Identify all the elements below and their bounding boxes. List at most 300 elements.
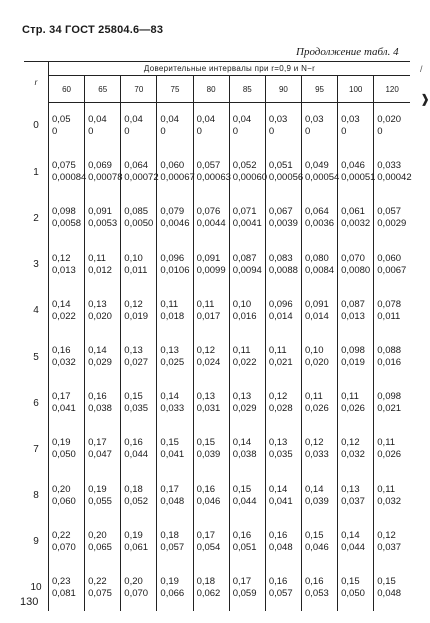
upper-bound: 0,12 (377, 529, 396, 541)
upper-bound: 0,03 (341, 114, 360, 126)
upper-bound: 0,11 (196, 298, 215, 310)
column-header: 75 (157, 76, 193, 103)
table-cell (157, 565, 193, 611)
table-cell (121, 519, 157, 565)
upper-bound: 0,19 (160, 575, 179, 587)
upper-bound: 0,10 (124, 252, 143, 264)
upper-bound: 0,11 (377, 483, 396, 495)
upper-bound: 0,16 (304, 575, 324, 587)
table-cell (338, 195, 374, 241)
upper-bound: 0,18 (160, 529, 179, 541)
lower-bound: 0,046 (196, 495, 221, 507)
table-cell (301, 380, 337, 426)
upper-bound: 0,071 (232, 206, 257, 218)
table-cell (265, 426, 301, 472)
upper-bound: 0,12 (341, 437, 360, 449)
lower-bound: 0 (268, 126, 275, 138)
table-cell (338, 149, 374, 195)
upper-bound: 0,051 (268, 160, 293, 172)
lower-bound: 0,039 (196, 449, 221, 461)
lower-bound: 0,057 (160, 541, 185, 553)
table-cell (265, 334, 301, 380)
table-cell (193, 519, 229, 565)
table-cell (85, 473, 121, 519)
upper-bound: 0,069 (88, 160, 112, 172)
upper-bound: 0,13 (232, 391, 252, 403)
lower-bound: 0,062 (196, 587, 221, 599)
lower-bound: 0 (304, 126, 311, 138)
table-cell (229, 288, 265, 334)
table-cell (229, 519, 265, 565)
lower-bound: 0,048 (377, 587, 402, 599)
lower-bound: 0,029 (88, 357, 112, 369)
table-row (24, 288, 410, 334)
upper-bound: 0,13 (341, 483, 360, 495)
column-header: 70 (121, 76, 157, 103)
upper-bound: 0,052 (232, 160, 257, 172)
upper-bound: 0,14 (268, 483, 288, 495)
upper-bound: 0,096 (160, 252, 185, 264)
table-cell (265, 519, 301, 565)
lower-bound: 0,044 (341, 541, 365, 553)
table-row (24, 565, 410, 611)
upper-bound: 0,15 (341, 575, 360, 587)
lower-bound: 0,022 (52, 310, 76, 322)
lower-bound: 0,031 (196, 403, 221, 415)
table-cell (229, 565, 265, 611)
lower-bound: 0,070 (52, 541, 76, 553)
table-cell (85, 103, 121, 150)
lower-bound: 0,013 (52, 264, 76, 276)
table-cell (338, 565, 374, 611)
lower-bound: 0,011 (377, 310, 401, 322)
lower-bound: 0,0050 (124, 218, 154, 230)
lower-bound: 0,0029 (377, 218, 407, 230)
lower-bound: 0,016 (232, 310, 257, 322)
upper-bound: 0,23 (52, 575, 71, 587)
lower-bound: 0,032 (341, 449, 365, 461)
upper-bound: 0,060 (160, 160, 185, 172)
lower-bound: 0,026 (377, 449, 402, 461)
table-cell (338, 103, 374, 150)
upper-bound: 0,12 (196, 345, 216, 357)
lower-bound: 0,033 (304, 449, 329, 461)
table-cell (374, 242, 410, 288)
table-cell (49, 103, 85, 150)
row-label: 6 (24, 380, 49, 426)
table-cell (193, 288, 229, 334)
lower-bound: 0,00060 (232, 172, 268, 184)
lower-bound: 0,041 (268, 495, 293, 507)
row-label: 2 (24, 195, 49, 241)
table-cell (301, 195, 337, 241)
upper-bound: 0,087 (341, 298, 365, 310)
lower-bound: 0,0094 (232, 264, 262, 276)
lower-bound: 0,051 (232, 541, 257, 553)
lower-bound: 0,032 (377, 495, 402, 507)
table-cell (338, 473, 374, 519)
table-cell (193, 565, 229, 611)
table-cell (265, 242, 301, 288)
table-cell (193, 242, 229, 288)
table-row (24, 103, 410, 150)
lower-bound: 0,0046 (160, 218, 190, 230)
lower-bound: 0,044 (124, 449, 149, 461)
upper-bound: 0,22 (88, 575, 107, 587)
table-cell (193, 426, 229, 472)
table-cell (85, 288, 121, 334)
upper-bound: 0,046 (341, 160, 365, 172)
lower-bound: 0 (88, 126, 94, 138)
table-row (24, 195, 410, 241)
upper-bound: 0,14 (160, 391, 179, 403)
table-cell (157, 426, 193, 472)
lower-bound: 0,021 (268, 357, 293, 369)
upper-bound: 0,03 (304, 114, 324, 126)
lower-bound: 0,00063 (196, 172, 231, 184)
table-cell (374, 473, 410, 519)
upper-bound: 0,04 (196, 114, 216, 126)
table-cell (229, 242, 265, 288)
table-cell (338, 288, 374, 334)
table-cell (265, 103, 301, 150)
upper-bound: 0,14 (52, 298, 71, 310)
table-cell (338, 519, 374, 565)
table-cell (374, 195, 410, 241)
upper-bound: 0,10 (304, 345, 324, 357)
table-cell (338, 242, 374, 288)
lower-bound: 0,00078 (88, 172, 123, 184)
table-cell (265, 288, 301, 334)
lower-bound: 0,0106 (160, 264, 190, 276)
table-cell (121, 195, 157, 241)
lower-bound: 0,027 (124, 357, 149, 369)
table-cell (121, 426, 157, 472)
upper-bound: 0,079 (160, 206, 185, 218)
lower-bound: 0,060 (52, 495, 76, 507)
lower-bound: 0,00054 (304, 172, 340, 184)
table-cell (229, 334, 265, 380)
lower-bound: 0,033 (160, 403, 185, 415)
upper-bound: 0,16 (52, 345, 71, 357)
table-row (24, 149, 410, 195)
lower-bound: 0,048 (268, 541, 293, 553)
table-cell (301, 242, 337, 288)
upper-bound: 0,15 (196, 437, 216, 449)
upper-bound: 0,15 (124, 391, 143, 403)
lower-bound: 0,019 (124, 310, 149, 322)
row-header-r: r (24, 62, 49, 103)
lower-bound: 0,00072 (124, 172, 159, 184)
scan-mark: ❱ (420, 92, 430, 106)
upper-bound: 0,17 (88, 437, 107, 449)
row-label: 8 (24, 473, 49, 519)
table-cell (265, 565, 301, 611)
lower-bound: 0,011 (124, 264, 148, 276)
upper-bound: 0,075 (52, 160, 76, 172)
lower-bound: 0,019 (341, 357, 365, 369)
lower-bound: 0,035 (124, 403, 149, 415)
upper-bound: 0,11 (160, 298, 179, 310)
table-cell (85, 380, 121, 426)
row-label: 4 (24, 288, 49, 334)
upper-bound: 0,11 (304, 391, 323, 403)
upper-bound: 0,083 (268, 252, 293, 264)
lower-bound: 0,014 (304, 310, 329, 322)
table-cell (157, 288, 193, 334)
table-cell (157, 242, 193, 288)
table-cell (85, 519, 121, 565)
table-cell (374, 519, 410, 565)
upper-bound: 0,033 (377, 160, 402, 172)
upper-bound: 0,020 (377, 114, 402, 126)
upper-bound: 0,091 (304, 298, 329, 310)
lower-bound: 0,00042 (377, 172, 412, 184)
table-cell (338, 380, 374, 426)
table-row (24, 380, 410, 426)
table-cell (121, 103, 157, 150)
lower-bound: 0,061 (124, 541, 149, 553)
table-row (24, 473, 410, 519)
upper-bound: 0,20 (52, 483, 71, 495)
upper-bound: 0,18 (124, 483, 143, 495)
lower-bound: 0,012 (88, 264, 112, 276)
lower-bound: 0,055 (88, 495, 112, 507)
row-label: 7 (24, 426, 49, 472)
lower-bound: 0,050 (341, 587, 365, 599)
table-cell (85, 565, 121, 611)
upper-bound: 0,05 (52, 114, 71, 126)
table-row (24, 426, 410, 472)
table-cell (49, 334, 85, 380)
upper-bound: 0,18 (196, 575, 216, 587)
table-body (24, 103, 410, 612)
table-cell (85, 426, 121, 472)
table-cell (121, 380, 157, 426)
lower-bound: 0 (160, 126, 166, 138)
upper-bound: 0,04 (232, 114, 252, 126)
upper-bound: 0,064 (304, 206, 329, 218)
table-cell (374, 149, 410, 195)
upper-bound: 0,14 (88, 345, 107, 357)
upper-bound: 0,12 (124, 298, 143, 310)
upper-bound: 0,098 (52, 206, 76, 218)
lower-bound: 0,0039 (268, 218, 298, 230)
upper-bound: 0,10 (232, 298, 252, 310)
table-cell (85, 195, 121, 241)
lower-bound: 0,048 (160, 495, 185, 507)
table-cell (157, 334, 193, 380)
column-header: 90 (265, 76, 301, 103)
lower-bound: 0,041 (52, 403, 76, 415)
scan-mark: / (420, 64, 423, 74)
lower-bound: 0,037 (377, 541, 402, 553)
lower-bound: 0,059 (232, 587, 257, 599)
table-continuation-caption: Продолжение табл. 4 (296, 46, 399, 58)
lower-bound: 0 (377, 126, 383, 138)
lower-bound: 0 (52, 126, 58, 138)
confidence-interval-table (24, 61, 410, 611)
column-header: 60 (49, 76, 85, 103)
lower-bound: 0,025 (160, 357, 185, 369)
table-cell (157, 195, 193, 241)
column-header: 80 (193, 76, 229, 103)
table-cell (229, 380, 265, 426)
lower-bound: 0,0084 (304, 264, 335, 276)
table-row (24, 334, 410, 380)
table-cell (265, 149, 304, 195)
table-cell (49, 426, 85, 472)
upper-bound: 0,16 (124, 437, 143, 449)
upper-bound: 0,080 (304, 252, 329, 264)
table-cell (193, 334, 229, 380)
table-cell (265, 195, 301, 241)
upper-bound: 0,070 (341, 252, 365, 264)
lower-bound: 0,041 (160, 449, 185, 461)
table-cell (374, 288, 410, 334)
row-label: 0 (24, 103, 49, 150)
upper-bound: 0,12 (52, 252, 71, 264)
table-cell (301, 334, 337, 380)
upper-bound: 0,13 (160, 345, 179, 357)
upper-bound: 0,12 (268, 391, 288, 403)
upper-bound: 0,17 (52, 391, 71, 403)
table-cell (49, 242, 85, 288)
upper-bound: 0,091 (88, 206, 112, 218)
upper-bound: 0,04 (88, 114, 107, 126)
upper-bound: 0,13 (124, 345, 143, 357)
lower-bound: 0,044 (232, 495, 257, 507)
lower-bound: 0,0041 (232, 218, 262, 230)
table-cell (193, 149, 229, 195)
lower-bound: 0,017 (196, 310, 221, 322)
table-cell (229, 426, 265, 472)
upper-bound: 0,11 (88, 252, 106, 264)
lower-bound: 0,00051 (341, 172, 376, 184)
upper-bound: 0,060 (377, 252, 402, 264)
table-cell (121, 334, 157, 380)
lower-bound: 0,00084 (52, 172, 87, 184)
lower-bound: 0,014 (268, 310, 293, 322)
upper-bound: 0,091 (196, 252, 221, 264)
upper-bound: 0,057 (377, 206, 402, 218)
table-cell (338, 426, 374, 472)
table-cell (49, 149, 85, 195)
lower-bound: 0,046 (304, 541, 329, 553)
lower-bound: 0,0053 (88, 218, 118, 230)
upper-bound: 0,098 (341, 345, 365, 357)
table-row (24, 242, 410, 288)
lower-bound: 0,016 (377, 357, 402, 369)
column-header-row (24, 76, 410, 103)
lower-bound: 0,081 (52, 587, 76, 599)
table-cell (229, 103, 265, 150)
table-cell (85, 242, 121, 288)
upper-bound: 0,15 (160, 437, 179, 449)
upper-bound: 0,15 (304, 529, 324, 541)
lower-bound: 0 (196, 126, 202, 138)
lower-bound: 0,052 (124, 495, 149, 507)
upper-bound: 0,067 (268, 206, 293, 218)
column-header: 100 (338, 76, 374, 103)
lower-bound: 0,022 (232, 357, 257, 369)
upper-bound: 0,11 (268, 345, 287, 357)
lower-bound: 0,038 (232, 449, 257, 461)
upper-bound: 0,11 (232, 345, 251, 357)
upper-bound: 0,17 (160, 483, 179, 495)
lower-bound: 0,026 (341, 403, 365, 415)
lower-bound: 0,075 (88, 587, 112, 599)
lower-bound: 0,053 (304, 587, 329, 599)
upper-bound: 0,15 (377, 575, 396, 587)
page-header: Стр. 34 ГОСТ 25804.6—83 (22, 24, 164, 36)
table-cell (338, 334, 374, 380)
row-label: 10 (24, 565, 49, 611)
column-header: 65 (85, 76, 121, 103)
lower-bound: 0,0080 (341, 264, 371, 276)
upper-bound: 0,076 (196, 206, 221, 218)
table-cell (49, 473, 85, 519)
lower-bound: 0,039 (304, 495, 329, 507)
table-cell (374, 426, 410, 472)
lower-bound: 0,047 (88, 449, 112, 461)
lower-bound: 0,00056 (268, 172, 304, 184)
lower-bound: 0,024 (196, 357, 221, 369)
lower-bound: 0,028 (268, 403, 293, 415)
upper-bound: 0,13 (88, 298, 107, 310)
lower-bound: 0,032 (52, 357, 76, 369)
table-cell (49, 288, 85, 334)
lower-bound: 0,020 (304, 357, 329, 369)
upper-bound: 0,14 (341, 529, 360, 541)
upper-bound: 0,19 (124, 529, 143, 541)
span-header: Доверительные интервалы при r=0,9 и N−r (49, 62, 411, 76)
table-cell (301, 426, 337, 472)
upper-bound: 0,16 (88, 391, 107, 403)
table-cell (49, 519, 85, 565)
lower-bound: 0,018 (160, 310, 185, 322)
table-cell (121, 242, 157, 288)
column-header: 95 (301, 76, 337, 103)
table-cell (229, 149, 268, 195)
table-cell (157, 103, 193, 150)
lower-bound: 0,0036 (304, 218, 335, 230)
column-header: 85 (229, 76, 265, 103)
upper-bound: 0,15 (232, 483, 252, 495)
lower-bound: 0,0058 (52, 218, 82, 230)
lower-bound: 0,054 (196, 541, 221, 553)
upper-bound: 0,17 (232, 575, 252, 587)
lower-bound: 0,035 (268, 449, 293, 461)
lower-bound: 0,0088 (268, 264, 298, 276)
upper-bound: 0,064 (124, 160, 149, 172)
table-row (24, 519, 410, 565)
table-cell (374, 380, 410, 426)
table-cell (85, 149, 121, 195)
table-cell (157, 473, 193, 519)
upper-bound: 0,22 (52, 529, 71, 541)
column-header: 120 (374, 76, 410, 103)
lower-bound: 0,020 (88, 310, 112, 322)
upper-bound: 0,085 (124, 206, 149, 218)
table-cell (193, 103, 229, 150)
upper-bound: 0,16 (268, 529, 288, 541)
upper-bound: 0,16 (232, 529, 252, 541)
row-label: 9 (24, 519, 49, 565)
upper-bound: 0,14 (232, 437, 252, 449)
table-cell (49, 380, 85, 426)
table-cell (193, 195, 229, 241)
